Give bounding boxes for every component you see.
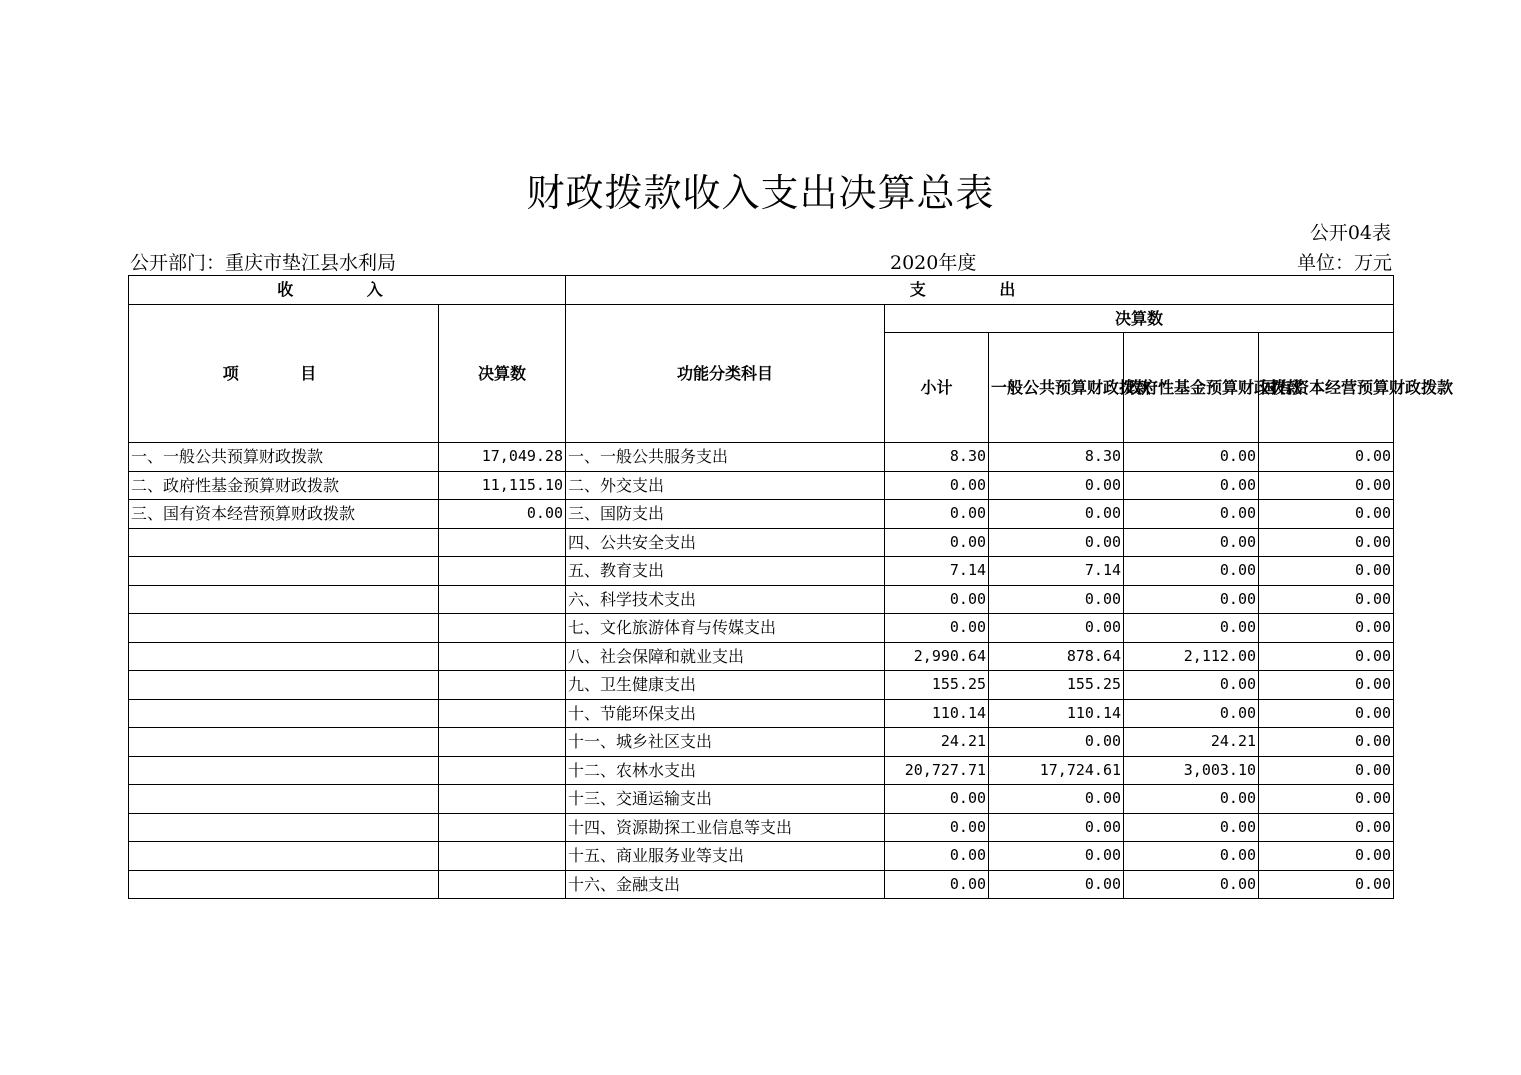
gov-fund-cell: 3,003.10 [1124, 756, 1259, 785]
expense-item-cell: 九、卫生健康支出 [566, 671, 885, 700]
subtotal-cell: 155.25 [885, 671, 989, 700]
state-capital-cell: 0.00 [1259, 614, 1394, 643]
income-value-cell [439, 756, 566, 785]
gov-fund-cell: 0.00 [1124, 471, 1259, 500]
subtotal-cell: 0.00 [885, 813, 989, 842]
general-budget-cell: 0.00 [989, 842, 1124, 871]
income-value-cell: 0.00 [439, 500, 566, 529]
gov-fund-cell: 0.00 [1124, 870, 1259, 899]
expense-item-cell: 十四、资源勘探工业信息等支出 [566, 813, 885, 842]
state-capital-cell: 0.00 [1259, 471, 1394, 500]
subtotal-cell: 2,990.64 [885, 642, 989, 671]
income-item-cell [129, 842, 439, 871]
item-header: 项 目 [129, 305, 439, 443]
expense-item-cell: 五、教育支出 [566, 557, 885, 586]
income-item-cell [129, 585, 439, 614]
income-item-cell [129, 614, 439, 643]
general-budget-cell: 0.00 [989, 585, 1124, 614]
state-capital-cell: 0.00 [1259, 756, 1394, 785]
general-budget-cell: 0.00 [989, 728, 1124, 757]
income-item-cell [129, 699, 439, 728]
income-item-cell [129, 528, 439, 557]
expense-item-cell: 十二、农林水支出 [566, 756, 885, 785]
state-capital-cell: 0.00 [1259, 585, 1394, 614]
general-budget-header: 一般公共预算财政拨款 [989, 333, 1124, 443]
income-item-cell [129, 671, 439, 700]
gov-fund-cell: 0.00 [1124, 785, 1259, 814]
income-value-cell [439, 813, 566, 842]
income-amount-header: 决算数 [439, 305, 566, 443]
gov-fund-cell: 0.00 [1124, 614, 1259, 643]
income-value-cell [439, 699, 566, 728]
budget-table [128, 275, 1454, 899]
gov-fund-cell: 0.00 [1124, 842, 1259, 871]
income-value-cell [439, 642, 566, 671]
expense-item-cell: 七、文化旅游体育与传媒支出 [566, 614, 885, 643]
subtotal-cell: 0.00 [885, 870, 989, 899]
income-item-cell: 三、国有资本经营预算财政拨款 [129, 500, 439, 529]
income-item-cell [129, 756, 439, 785]
form-number: 公开04表 [1309, 222, 1391, 244]
state-capital-cell: 0.00 [1259, 728, 1394, 757]
state-capital-cell: 0.00 [1259, 443, 1394, 472]
table-row [129, 528, 1394, 557]
table-row [129, 756, 1394, 785]
state-capital-header: 国有资本经营预算财政拨款 [1259, 333, 1394, 443]
subtotal-cell: 8.30 [885, 443, 989, 472]
year-label: 2020年度 [890, 252, 977, 274]
state-capital-cell: 0.00 [1259, 557, 1394, 586]
income-value-cell [439, 585, 566, 614]
subtotal-header: 小计 [885, 333, 989, 443]
general-budget-cell: 0.00 [989, 813, 1124, 842]
table-row [129, 813, 1394, 842]
expense-item-cell: 四、公共安全支出 [566, 528, 885, 557]
income-item-cell [129, 813, 439, 842]
page-title: 财政拨款收入支出决算总表 [526, 171, 995, 215]
subtotal-cell: 110.14 [885, 699, 989, 728]
table-row [129, 471, 1394, 500]
header-row-1 [129, 276, 1394, 305]
income-value-cell [439, 671, 566, 700]
table-row [129, 642, 1394, 671]
table-body [129, 443, 1394, 899]
gov-fund-cell: 0.00 [1124, 813, 1259, 842]
income-value-cell [439, 785, 566, 814]
income-value-cell [439, 870, 566, 899]
table-row [129, 842, 1394, 871]
expense-item-cell: 十三、交通运输支出 [566, 785, 885, 814]
state-capital-cell: 0.00 [1259, 528, 1394, 557]
state-capital-cell: 0.00 [1259, 842, 1394, 871]
gov-fund-cell: 0.00 [1124, 500, 1259, 529]
expense-item-cell: 十一、城乡社区支出 [566, 728, 885, 757]
expense-item-cell: 十六、金融支出 [566, 870, 885, 899]
general-budget-cell: 0.00 [989, 528, 1124, 557]
expense-item-cell: 十、节能环保支出 [566, 699, 885, 728]
income-item-cell [129, 728, 439, 757]
state-capital-cell: 0.00 [1259, 642, 1394, 671]
gov-fund-cell: 0.00 [1124, 443, 1259, 472]
income-value-cell [439, 728, 566, 757]
gov-fund-cell: 0.00 [1124, 585, 1259, 614]
gov-fund-header: 政府性基金预算财政拨款 [1124, 333, 1259, 443]
expense-item-cell: 六、科学技术支出 [566, 585, 885, 614]
table-row [129, 728, 1394, 757]
expense-item-cell: 三、国防支出 [566, 500, 885, 529]
gov-fund-cell: 0.00 [1124, 699, 1259, 728]
income-item-cell [129, 557, 439, 586]
expense-header: 支 出 [566, 276, 1394, 305]
income-value-cell [439, 528, 566, 557]
gov-fund-cell: 24.21 [1124, 728, 1259, 757]
header-row-2 [129, 305, 1394, 333]
general-budget-cell: 0.00 [989, 614, 1124, 643]
income-item-cell: 一、一般公共预算财政拨款 [129, 443, 439, 472]
income-item-cell [129, 870, 439, 899]
subtotal-cell: 0.00 [885, 471, 989, 500]
expense-item-cell: 十五、商业服务业等支出 [566, 842, 885, 871]
gov-fund-cell: 2,112.00 [1124, 642, 1259, 671]
income-value-cell [439, 614, 566, 643]
general-budget-cell: 0.00 [989, 785, 1124, 814]
table-row [129, 614, 1394, 643]
income-value-cell: 17,049.28 [439, 443, 566, 472]
table-row [129, 699, 1394, 728]
func-category-header: 功能分类科目 [566, 305, 885, 443]
general-budget-cell: 0.00 [989, 500, 1124, 529]
income-value-cell: 11,115.10 [439, 471, 566, 500]
meta-row [130, 248, 1392, 274]
table-row [129, 443, 1394, 472]
gov-fund-cell: 0.00 [1124, 528, 1259, 557]
general-budget-cell: 878.64 [989, 642, 1124, 671]
department-label: 公开部门：重庆市垫江县水利局 [130, 252, 397, 274]
subtotal-cell: 0.00 [885, 528, 989, 557]
subtotal-cell: 7.14 [885, 557, 989, 586]
expense-item-cell: 八、社会保障和就业支出 [566, 642, 885, 671]
subtotal-cell: 24.21 [885, 728, 989, 757]
gov-fund-cell: 0.00 [1124, 671, 1259, 700]
table-row [129, 870, 1394, 899]
subtotal-cell: 0.00 [885, 785, 989, 814]
subtotal-cell: 20,727.71 [885, 756, 989, 785]
income-item-cell: 二、政府性基金预算财政拨款 [129, 471, 439, 500]
subtotal-cell: 0.00 [885, 500, 989, 529]
state-capital-cell: 0.00 [1259, 785, 1394, 814]
state-capital-cell: 0.00 [1259, 870, 1394, 899]
general-budget-cell: 7.14 [989, 557, 1124, 586]
state-capital-cell: 0.00 [1259, 671, 1394, 700]
table-row [129, 785, 1394, 814]
general-budget-cell: 8.30 [989, 443, 1124, 472]
table-row [129, 557, 1394, 586]
gov-fund-cell: 0.00 [1124, 557, 1259, 586]
state-capital-cell: 0.00 [1259, 813, 1394, 842]
expense-item-cell: 二、外交支出 [566, 471, 885, 500]
general-budget-cell: 155.25 [989, 671, 1124, 700]
subtotal-cell: 0.00 [885, 842, 989, 871]
expense-amount-header: 决算数 [885, 305, 1394, 333]
income-value-cell [439, 842, 566, 871]
general-budget-cell: 0.00 [989, 471, 1124, 500]
general-budget-cell: 17,724.61 [989, 756, 1124, 785]
general-budget-cell: 110.14 [989, 699, 1124, 728]
income-item-cell [129, 785, 439, 814]
state-capital-cell: 0.00 [1259, 699, 1394, 728]
income-item-cell [129, 642, 439, 671]
table-row [129, 500, 1394, 529]
expense-item-cell: 一、一般公共服务支出 [566, 443, 885, 472]
subtotal-cell: 0.00 [885, 614, 989, 643]
income-value-cell [439, 557, 566, 586]
general-budget-cell: 0.00 [989, 870, 1124, 899]
table-row [129, 585, 1394, 614]
subtotal-cell: 0.00 [885, 585, 989, 614]
unit-label: 单位：万元 [1296, 252, 1392, 274]
income-header: 收 入 [129, 276, 566, 305]
table-row [129, 671, 1394, 700]
state-capital-cell: 0.00 [1259, 500, 1394, 529]
